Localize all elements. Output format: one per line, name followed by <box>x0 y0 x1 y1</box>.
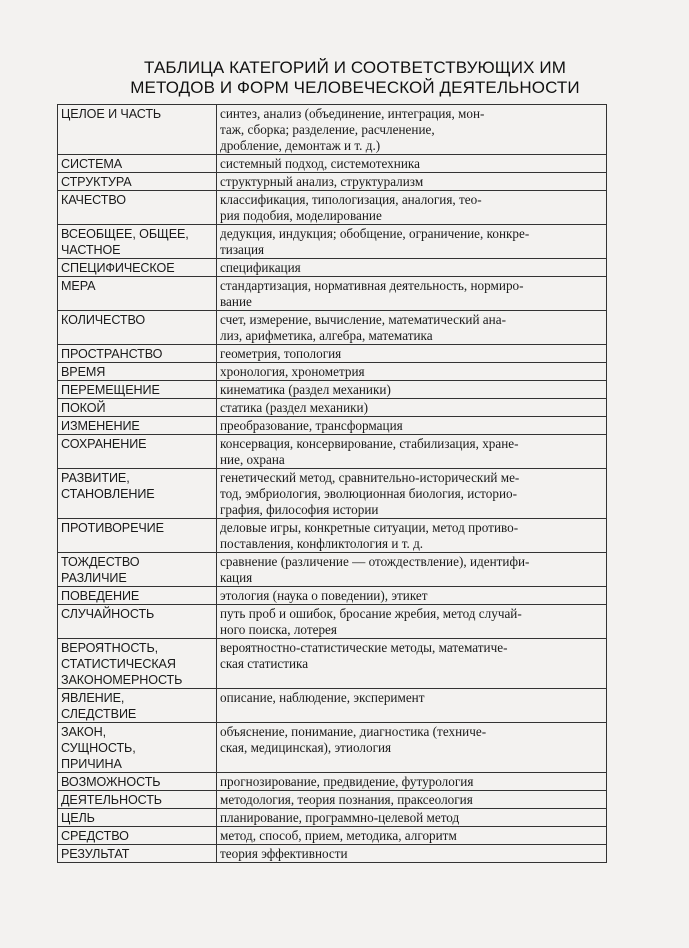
methods-line: ская, медицинская), этиология <box>220 740 392 755</box>
methods-line: синтез, анализ (объединение, интеграция, мон- <box>220 106 485 121</box>
category-cell <box>58 399 217 417</box>
methods-cell <box>217 519 607 553</box>
methods-line: поставления, конфликтология и т. д. <box>220 536 424 551</box>
methods-line: счет, измерение, вычисление, математический ана- <box>220 312 506 327</box>
methods-line: таж, сборка; разделение, расчленение, <box>220 122 435 137</box>
category-cell <box>58 173 217 191</box>
methods-cell <box>217 417 607 435</box>
category-line: ТОЖДЕСТВО <box>61 555 140 569</box>
methods-cell <box>217 225 607 259</box>
methods-cell <box>217 845 607 863</box>
methods-line: консервация, консервирование, стабилизация, хране- <box>220 436 519 451</box>
table-row <box>58 435 607 469</box>
category-cell <box>58 791 217 809</box>
category-cell <box>58 639 217 689</box>
methods-line: спецификация <box>220 260 301 275</box>
category-line: СИСТЕМА <box>61 157 123 171</box>
category-line: ПРОСТРАНСТВО <box>61 347 163 361</box>
methods-line: метод, способ, прием, методика, алгоритм <box>220 828 457 843</box>
methods-line: классификация, типологизация, аналогия, тео- <box>220 192 482 207</box>
categories-table <box>57 104 607 863</box>
category-cell <box>58 845 217 863</box>
category-cell <box>58 809 217 827</box>
category-line: ЦЕЛЬ <box>61 811 95 825</box>
methods-cell <box>217 723 607 773</box>
category-line: СРЕДСТВО <box>61 829 129 843</box>
category-line: ПРОТИВОРЕЧИЕ <box>61 521 164 535</box>
category-line: СТАТИСТИЧЕСКАЯ <box>61 657 176 671</box>
category-cell <box>58 191 217 225</box>
category-line: ПЕРЕМЕЩЕНИЕ <box>61 383 160 397</box>
category-line: ВСЕОБЩЕЕ, ОБЩЕЕ, <box>61 227 189 241</box>
category-line: РАЗВИТИЕ, <box>61 471 130 485</box>
category-line: СЛЕДСТВИЕ <box>61 707 137 721</box>
category-cell <box>58 363 217 381</box>
methods-line: ного поиска, лотерея <box>220 622 337 637</box>
methods-line: статика (раздел механики) <box>220 400 368 415</box>
methods-cell <box>217 173 607 191</box>
table-row <box>58 723 607 773</box>
table-row <box>58 639 607 689</box>
category-line: ЦЕЛОЕ И ЧАСТЬ <box>61 107 162 121</box>
category-cell <box>58 723 217 773</box>
table-row <box>58 689 607 723</box>
category-line: ЗАКОНОМЕРНОСТЬ <box>61 673 183 687</box>
category-line: ПОКОЙ <box>61 401 106 415</box>
methods-line: объяснение, понимание, диагностика (техниче- <box>220 724 487 739</box>
category-line: СОХРАНЕНИЕ <box>61 437 147 451</box>
table-row <box>58 809 607 827</box>
category-line: ПОВЕДЕНИЕ <box>61 589 140 603</box>
methods-cell <box>217 827 607 845</box>
category-line: СТАНОВЛЕНИЕ <box>61 487 155 501</box>
methods-cell <box>217 689 607 723</box>
methods-line: методология, теория познания, праксеология <box>220 792 473 807</box>
table-row <box>58 469 607 519</box>
methods-line: структурный анализ, структурализм <box>220 174 424 189</box>
methods-cell <box>217 553 607 587</box>
methods-line: сравнение (различение — отождествление), идентифи- <box>220 554 530 569</box>
table-row <box>58 225 607 259</box>
table-row <box>58 773 607 791</box>
table-row <box>58 191 607 225</box>
category-cell <box>58 553 217 587</box>
methods-line: тод, эмбриология, эволюционная биология, историо- <box>220 486 517 501</box>
methods-line: вероятностно-статистические методы, математиче- <box>220 640 508 655</box>
methods-cell <box>217 191 607 225</box>
methods-line: кация <box>220 570 253 585</box>
table-row <box>58 277 607 311</box>
category-line: ЗАКОН, <box>61 725 106 739</box>
table-row <box>58 553 607 587</box>
table-row <box>58 827 607 845</box>
methods-cell <box>217 259 607 277</box>
methods-line: тизация <box>220 242 265 257</box>
methods-line: деловые игры, конкретные ситуации, метод противо- <box>220 520 519 535</box>
category-cell <box>58 225 217 259</box>
methods-line: дробление, демонтаж и т. д.) <box>220 138 381 153</box>
methods-line: ская статистика <box>220 656 309 671</box>
category-line: ИЗМЕНЕНИЕ <box>61 419 140 433</box>
category-cell <box>58 827 217 845</box>
categories-table-body <box>58 105 607 863</box>
category-cell <box>58 689 217 723</box>
methods-cell <box>217 791 607 809</box>
methods-cell <box>217 773 607 791</box>
category-line: ВЕРОЯТНОСТЬ, <box>61 641 159 655</box>
category-cell <box>58 417 217 435</box>
category-line: СПЕЦИФИЧЕСКОЕ <box>61 261 175 275</box>
methods-line: ние, охрана <box>220 452 285 467</box>
table-row <box>58 399 607 417</box>
methods-cell <box>217 277 607 311</box>
methods-line: преобразование, трансформация <box>220 418 403 433</box>
methods-line: кинематика (раздел механики) <box>220 382 391 397</box>
category-line: СУЩНОСТЬ, <box>61 741 136 755</box>
table-row <box>58 381 607 399</box>
methods-line: путь проб и ошибок, бросание жребия, метод случай- <box>220 606 522 621</box>
methods-line: системный подход, системотехника <box>220 156 420 171</box>
methods-line: вание <box>220 294 252 309</box>
methods-cell <box>217 469 607 519</box>
table-row <box>58 311 607 345</box>
category-cell <box>58 605 217 639</box>
methods-line: дедукция, индукция; обобщение, ограничение, конкре- <box>220 226 530 241</box>
category-line: ВРЕМЯ <box>61 365 106 379</box>
category-cell <box>58 155 217 173</box>
category-line: МЕРА <box>61 279 96 293</box>
category-line: КАЧЕСТВО <box>61 193 126 207</box>
table-row <box>58 173 607 191</box>
methods-line: этология (наука о поведении), этикет <box>220 588 428 603</box>
methods-cell <box>217 311 607 345</box>
category-cell <box>58 259 217 277</box>
methods-cell <box>217 587 607 605</box>
table-row <box>58 417 607 435</box>
table-row <box>58 519 607 553</box>
methods-line: описание, наблюдение, эксперимент <box>220 690 425 705</box>
title-line-2: МЕТОДОВ И ФОРМ ЧЕЛОВЕЧЕСКОЙ ДЕЯТЕЛЬНОСТИ <box>130 78 580 97</box>
category-cell <box>58 277 217 311</box>
methods-line: лиз, арифметика, алгебра, математика <box>220 328 433 343</box>
methods-line: графия, философия истории <box>220 502 379 517</box>
table-row <box>58 845 607 863</box>
table-row <box>58 587 607 605</box>
methods-line: планирование, программно-целевой метод <box>220 810 460 825</box>
category-cell <box>58 519 217 553</box>
category-cell <box>58 311 217 345</box>
category-line: КОЛИЧЕСТВО <box>61 313 146 327</box>
category-line: РЕЗУЛЬТАТ <box>61 847 130 861</box>
methods-line: хронология, хронометрия <box>220 364 365 379</box>
methods-line: стандартизация, нормативная деятельность, нормиро- <box>220 278 524 293</box>
methods-cell <box>217 639 607 689</box>
methods-line: геометрия, топология <box>220 346 342 361</box>
methods-cell <box>217 809 607 827</box>
document-title <box>60 58 650 98</box>
methods-cell <box>217 345 607 363</box>
category-cell <box>58 345 217 363</box>
category-cell <box>58 435 217 469</box>
table-row <box>58 155 607 173</box>
methods-cell <box>217 435 607 469</box>
table-row <box>58 791 607 809</box>
category-cell <box>58 381 217 399</box>
table-row <box>58 259 607 277</box>
category-line: ПРИЧИНА <box>61 757 122 771</box>
table-row <box>58 105 607 155</box>
category-line: ДЕЯТЕЛЬНОСТЬ <box>61 793 162 807</box>
category-cell <box>58 469 217 519</box>
methods-cell <box>217 363 607 381</box>
methods-cell <box>217 105 607 155</box>
category-cell <box>58 105 217 155</box>
table-row <box>58 605 607 639</box>
category-line: ВОЗМОЖНОСТЬ <box>61 775 161 789</box>
category-line: РАЗЛИЧИЕ <box>61 571 127 585</box>
methods-cell <box>217 399 607 417</box>
category-cell <box>58 773 217 791</box>
category-line: СЛУЧАЙНОСТЬ <box>61 607 155 621</box>
category-line: ЧАСТНОЕ <box>61 243 121 257</box>
category-cell <box>58 587 217 605</box>
table-row <box>58 363 607 381</box>
methods-line: теория эффективности <box>220 846 348 861</box>
methods-line: прогнозирование, предвидение, футурология <box>220 774 474 789</box>
category-line: ЯВЛЕНИЕ, <box>61 691 125 705</box>
category-line: СТРУКТУРА <box>61 175 132 189</box>
methods-cell <box>217 381 607 399</box>
methods-cell <box>217 605 607 639</box>
methods-cell <box>217 155 607 173</box>
methods-line: рия подобия, моделирование <box>220 208 382 223</box>
table-row <box>58 345 607 363</box>
title-line-1: ТАБЛИЦА КАТЕГОРИЙ И СООТВЕТСТВУЮЩИХ ИМ <box>144 58 566 77</box>
methods-line: генетический метод, сравнительно-исторический ме- <box>220 470 520 485</box>
